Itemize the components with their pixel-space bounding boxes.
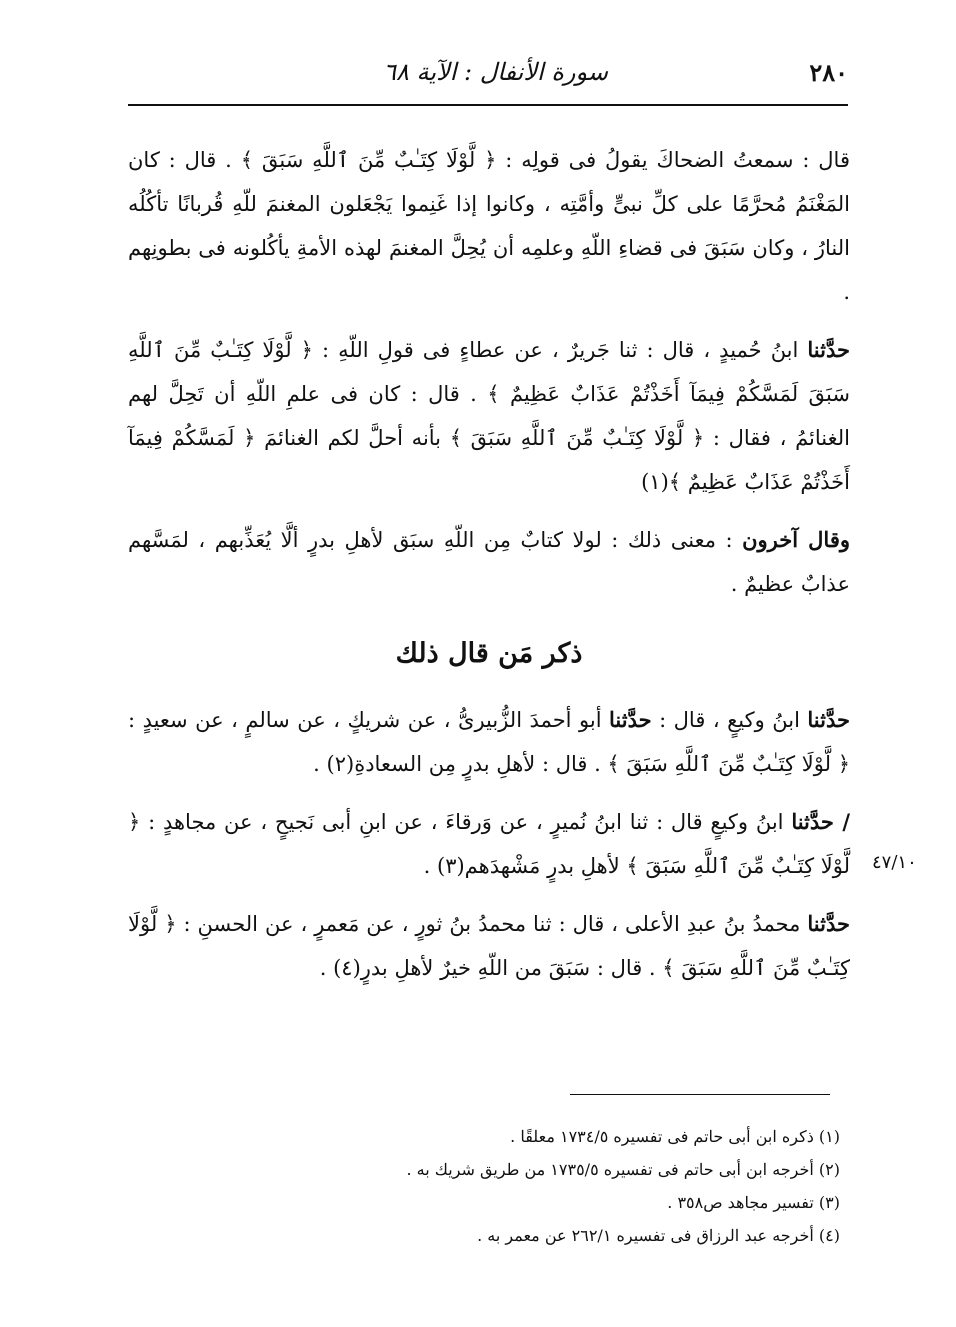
paragraph-text: قال : سمعتُ الضحاكَ يقولُ فى قولِه : ﴿ لَّوْلَا كِتَـٰبٌ مِّنَ ٱللَّهِ سَبَقَ ﴾ . قال : كان المَغْنَمُ مُحرَّمًا على كلِّ نبىٍّ وأمَّتِه ، وكانوا إذا غَنِموا يَجْعَلون المغنمَ للّهِ قُربانًا تأكُلُه النارُ ، وكان سَبَقَ فى قضاءِ اللّهِ وعلمِه أن يُحِلَّ المغنمَ لهذه الأمةِ يأكُلونه فى بطونِهم . bbox=[128, 148, 850, 304]
narration-lead: حدَّثنا bbox=[807, 707, 850, 732]
page-header bbox=[128, 52, 848, 100]
paragraph-text: ابنُ حُميدٍ ، قال : ثنا جَريرٌ ، عن عطاءٍ فى قولِ اللّهِ : ﴿ لَّوْلَا كِتَـٰبٌ مِّنَ ٱللَّهِ سَبَقَ لَمَسَّكُمْ فِيمَآ أَخَذْتُمْ عَذَابٌ عَظِيمٌ ﴾ . قال : كان فى علمِ اللّهِ أن تَحِلَّ لهم الغنائمُ ، فقال : ﴿ لَّوْلَا كِتَـٰبٌ مِّنَ ٱللَّهِ سَبَقَ ﴾ بأنه أحلَّ لكم الغنائمَ ﴿ لَمَسَّكُمْ فِيمَآ أَخَذْتُمْ عَذَابٌ عَظِيمٌ ﴾(١) bbox=[128, 338, 850, 494]
paragraph-3 bbox=[128, 518, 850, 606]
footnote-2: (٢) أخرجه ابن أبى حاتم فى تفسيره ١٧٣٥/٥ من طريق شريك به . bbox=[406, 1160, 840, 1179]
paragraph-text: : معنى ذلك : لولا كتابٌ مِن اللّهِ سبَق لأهلِ بدرٍ ألَّا يُعَذِّبهم ، لمَسَّهم عذابٌ عظيمٌ . bbox=[128, 528, 850, 596]
running-title: سورة الأنفال : الآية ٦٨ bbox=[383, 58, 608, 86]
footnote-3: (٣) تفسير مجاهد ص٣٥٨ . bbox=[667, 1193, 840, 1212]
paragraph-text: محمدُ بنُ عبدِ الأعلى ، قال : ثنا محمدُ بنُ ثورٍ ، عن مَعمرٍ ، عن الحسنِ : ﴿ لَّوْلَا كِتَـٰبٌ مِّنَ ٱللَّهِ سَبَقَ ﴾ . قال : سَبَقَ من اللّهِ خيرٌ لأهلِ بدرٍ(٤) . bbox=[128, 912, 850, 980]
narration-lead: حدَّثنا bbox=[807, 337, 850, 362]
margin-reference: ٤٧/١٠ bbox=[872, 852, 917, 873]
footnote-1: (١) ذكره ابن أبى حاتم فى تفسيره ١٧٣٤/٥ معلقًا . bbox=[510, 1127, 840, 1146]
paragraph-4 bbox=[128, 698, 850, 786]
paragraph-1 bbox=[128, 138, 850, 314]
footnote-divider bbox=[570, 1094, 830, 1095]
paragraph-6 bbox=[128, 902, 850, 990]
paragraph-5 bbox=[128, 800, 850, 888]
narration-lead: حدَّثنا bbox=[807, 911, 850, 936]
paragraph-text: أبو أحمدَ الزُّبيرىُّ ، عن شريكٍ ، عن سالمٍ ، عن سعيدٍ : ﴿ لَّوْلَا كِتَـٰبٌ مِّنَ ٱللَّهِ سَبَقَ ﴾ . قال : لأهلِ بدرٍ مِن السعادةِ(٢) . bbox=[128, 708, 850, 776]
narration-lead: حدَّثنا bbox=[609, 707, 652, 732]
narration-lead: / حدَّثنا bbox=[791, 809, 850, 834]
page-number: ٢٨٠ bbox=[809, 58, 848, 87]
paragraph-text: ابنُ وكيعٍ قال : ثنا ابنُ نُميرٍ ، عن وَرقاءَ ، عن ابنِ أبى نَجيحٍ ، عن مجاهدٍ : ﴿ لَّوْلَا كِتَـٰبٌ مِّنَ ٱللَّهِ سَبَقَ ﴾ لأهلِ بدرٍ مَشْهدَهم(٣) . bbox=[128, 810, 850, 878]
narration-lead: وقال آخرون bbox=[742, 527, 850, 552]
paragraph-text: ابنُ وكيعٍ ، قال : bbox=[651, 708, 808, 732]
header-divider bbox=[128, 104, 848, 106]
section-heading: ذكر مَن قال ذلك bbox=[395, 638, 583, 669]
paragraph-2 bbox=[128, 328, 850, 504]
footnote-4: (٤) أخرجه عبد الرزاق فى تفسيره ٢٦٢/١ عن معمر به . bbox=[477, 1226, 840, 1245]
footnotes bbox=[300, 1120, 840, 1252]
main-text bbox=[128, 138, 850, 1004]
